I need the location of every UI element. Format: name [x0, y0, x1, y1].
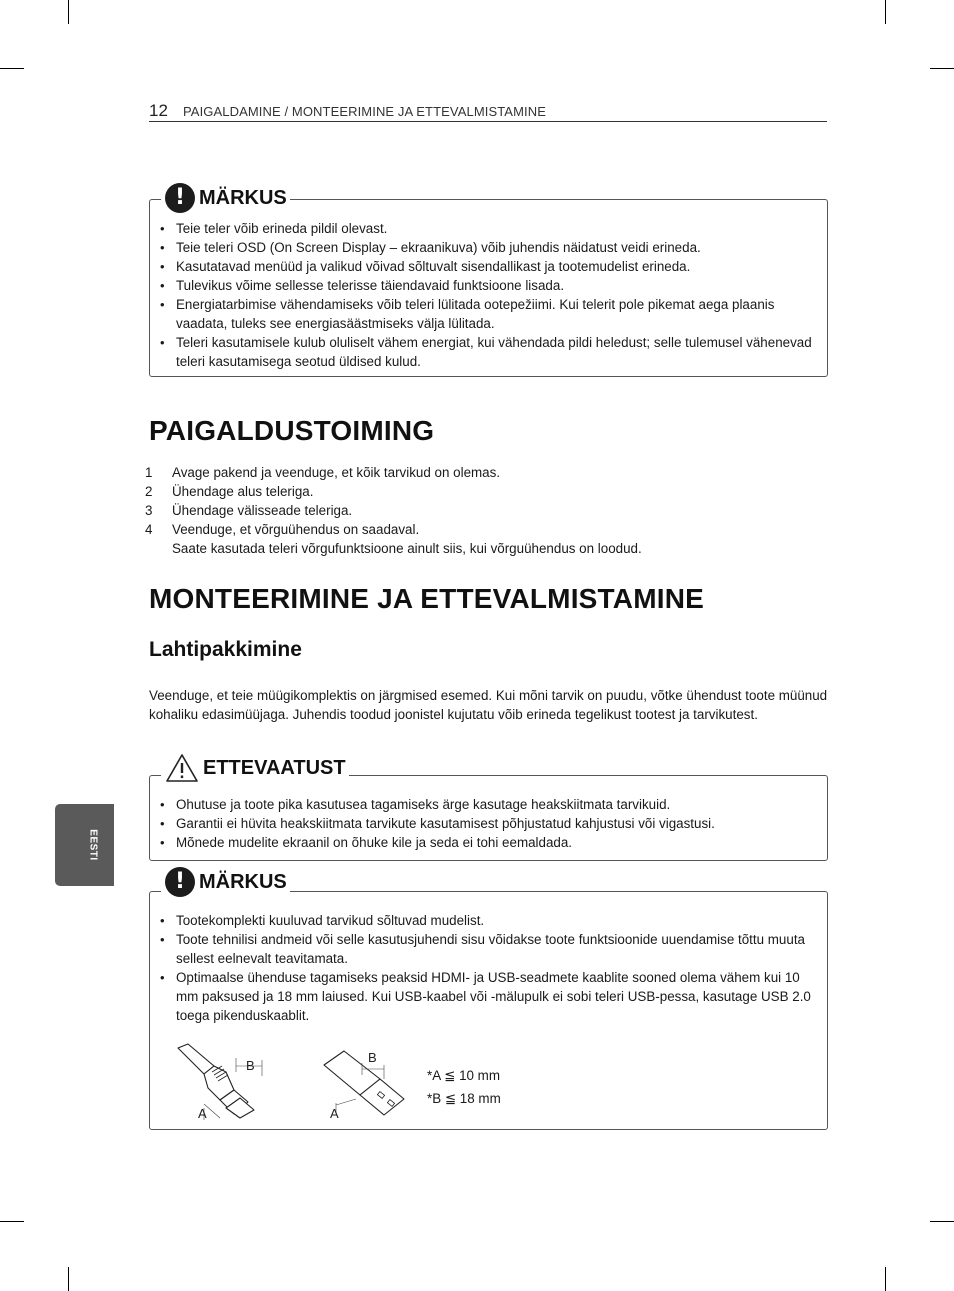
dimension-label: A — [330, 1106, 339, 1121]
dimension-label: A — [198, 1106, 207, 1121]
step-item — [145, 463, 825, 482]
list-item: • Ohutuse ja toote pika kasutusea tagamiseks ärge kasutage heakskiitmata tarvikuid. — [160, 795, 817, 814]
intro-paragraph: Veenduge, et teie müügikomplektis on järgmised esemed. Kui mõni tarvik on puudu, võtke ühendust toote müünud kohaliku edasimüüjaga. Juhendis toodud joonistel kujutatu võib erineda tegelikust tootest ja tarvikutest. — [149, 688, 828, 722]
spec-b: *B ≦ 18 mm — [427, 1091, 501, 1106]
list-item: • Teie teleri OSD (On Screen Display – ekraanikuva) võib juhendis näidatust veidi erineda. — [160, 238, 817, 257]
crop-mark — [68, 1267, 69, 1291]
note-list — [160, 219, 817, 371]
dimension-label: B — [368, 1050, 377, 1065]
exclamation-icon: ! — [165, 867, 195, 897]
crop-mark — [0, 1221, 24, 1222]
step-text: Avage pakend ja veenduge, et kõik tarvikud on olemas. — [172, 465, 501, 480]
step-subtext: Saate kasutada teleri võrgufunktsioone ainult siis, kui võrguühendus on loodud. — [172, 541, 642, 556]
caution-box — [149, 756, 828, 861]
hdmi-connector-illustration — [174, 1042, 284, 1122]
spec-a: *A ≦ 10 mm — [427, 1068, 500, 1083]
note-box — [149, 185, 828, 377]
running-title: PAIGALDAMINE / MONTEERIMINE JA ETTEVALMISTAMINE — [183, 104, 546, 119]
step-number: 1 — [145, 465, 153, 480]
crop-mark — [885, 0, 886, 24]
caution-label: ETTEVAATUST — [203, 756, 346, 779]
step-number: 4 — [145, 522, 153, 537]
note-box — [149, 869, 828, 1130]
list-item: • Tootekomplekti kuuluvad tarvikud sõltuvad mudelist. — [160, 911, 817, 930]
note-list — [160, 911, 817, 1025]
page-number: 12 — [149, 101, 168, 120]
caution-header — [161, 754, 349, 782]
list-item: • Teie teler võib erineda pildil olevast. — [160, 219, 817, 238]
list-item: • Energiatarbimise vähendamiseks võib teleri lülitada ootерežiimi. Kui telerit pole pikemat aega plaanis vaadata, tuleks see energiasäästmiseks välja lülitada. — [160, 295, 817, 333]
section-title: PAIGALDUSTOIMING — [149, 415, 435, 446]
exclamation-icon: ! — [165, 183, 195, 213]
note-header — [161, 868, 290, 896]
list-item: • Teleri kasutamisele kulub oluliselt vähem energiat, kui vähendada pildi heledust; selle tulemusel vähenevad teleri kasutamisega seotud üldised kulud. — [160, 333, 817, 371]
install-steps — [145, 463, 825, 558]
crop-mark — [68, 0, 69, 24]
language-label: EESTI — [87, 829, 99, 861]
list-item: • Garantii ei hüvita heakskiitmata tarvikute kasutamisest põhjustatud kahjustusi või vigastusi. — [160, 814, 817, 833]
list-item: • Mõnede mudelite ekraanil on õhuke kile ja seda ei tohi eemaldada. — [160, 833, 817, 852]
note-label: MÄRKUS — [199, 186, 287, 209]
warning-triangle-icon — [165, 753, 199, 783]
list-item: • Optimaalse ühenduse tagamiseks peaksid HDMI- ja USB-seadmete kaablite sooned olema vähem kui 10 mm paksused ja 18 mm laiused. Kui USB-kaabel või -mälupulk ei sobi teleri USB-pessa, kasutage USB 2.0 toega pikenduskaablit. — [160, 968, 817, 1025]
step-text: Veenduge, et võrguühendus on saadaval. — [172, 522, 420, 537]
crop-mark — [885, 1267, 886, 1291]
step-text: Ühendage alus teleriga. — [172, 484, 314, 499]
crop-mark — [930, 1221, 954, 1222]
list-item: • Kasutatavad menüüd ja valikud võivad sõltuvalt sisendallikast ja tootemudelist erineda. — [160, 257, 817, 276]
step-number: 3 — [145, 503, 153, 518]
subsection-title: Lahtipakkimine — [149, 638, 302, 661]
step-item — [145, 501, 825, 520]
step-item — [145, 520, 825, 558]
crop-mark — [0, 68, 24, 69]
section-title: MONTEERIMINE JA ETTEVALMISTAMINE — [149, 583, 704, 614]
page-header — [149, 101, 827, 122]
list-item: • Tulevikus võime sellesse telerisse täiendavaid funktsioone lisada. — [160, 276, 817, 295]
dimension-label: B — [246, 1058, 255, 1073]
note-header — [161, 184, 290, 212]
note-label: MÄRKUS — [199, 870, 287, 893]
step-text: Ühendage välisseade teleriga. — [172, 503, 353, 518]
language-tab — [55, 804, 114, 886]
caution-list — [160, 795, 817, 852]
step-number: 2 — [145, 484, 153, 499]
crop-mark — [930, 68, 954, 69]
list-item: • Toote tehnilisi andmeid või selle kasutusjuhendi sisu võidakse toote funktsioonide uuendamise tõttu muuta sellest eelnevalt teavitamata. — [160, 930, 817, 968]
step-item — [145, 482, 825, 501]
